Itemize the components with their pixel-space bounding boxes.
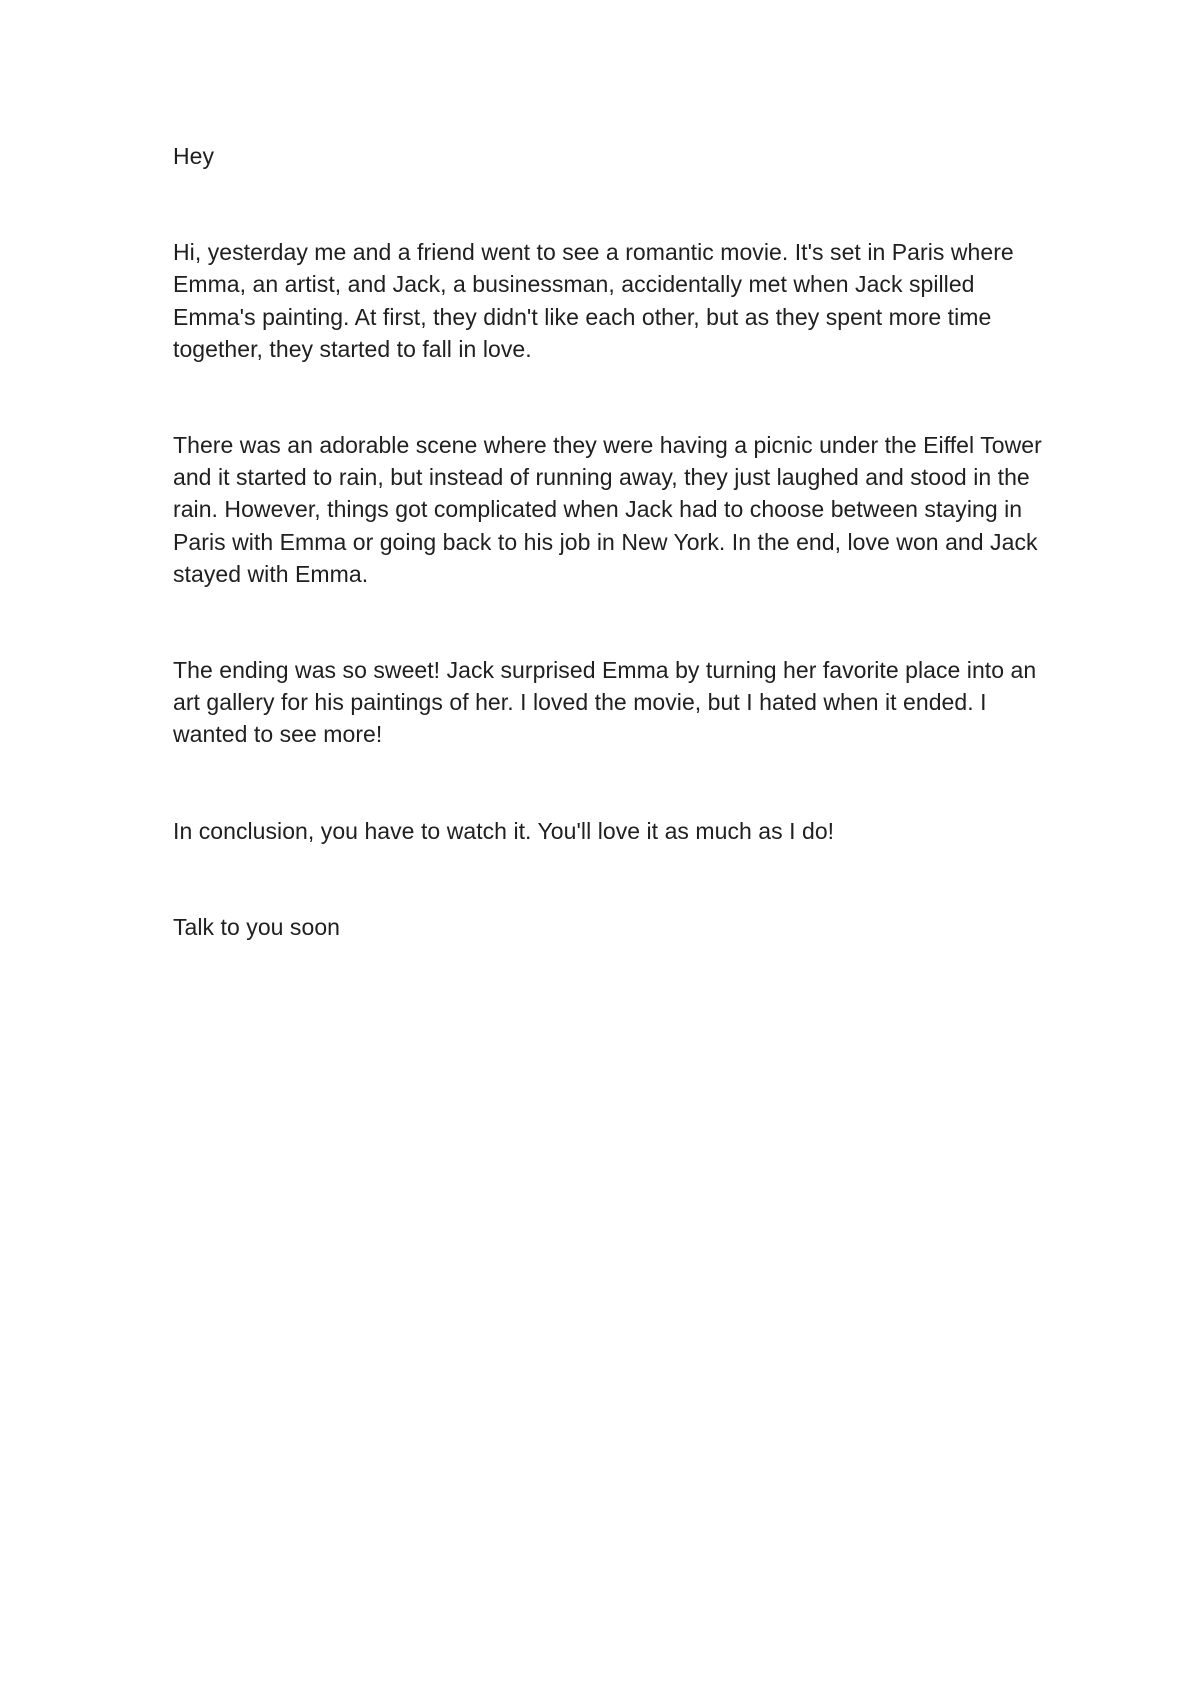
signoff: Talk to you soon — [173, 913, 341, 940]
paragraph-scene: There was an adorable scene where they were having a picnic under the Eiffel Tower and it started to rain, but instead of running away, they just laughed and stood in the rain. However, things got complicated when Jack had to choose between staying in Paris with Emma or going back to his job in New York. In the end, love won and Jack stayed with Emma. — [173, 432, 1042, 587]
greeting: Hey — [173, 143, 215, 169]
conclusion: In conclusion, you have to watch it. You'll love it as much as I do! — [173, 817, 835, 844]
paragraph-ending: The ending was so sweet! Jack surprised Emma by turning her favorite place into an art gallery for his paintings of her. I loved the movie, but I hated when it ended. I wanted to see more! — [173, 657, 1037, 748]
letter-body — [173, 140, 1053, 943]
paragraph-intro: Hi, yesterday me and a friend went to see a romantic movie. It's set in Paris where Emma, an artist, and Jack, a businessman, accidentally met when Jack spilled Emma's painting. At first, they didn't like each other, but as they spent more time together, they started to fall in love. — [173, 239, 1014, 362]
